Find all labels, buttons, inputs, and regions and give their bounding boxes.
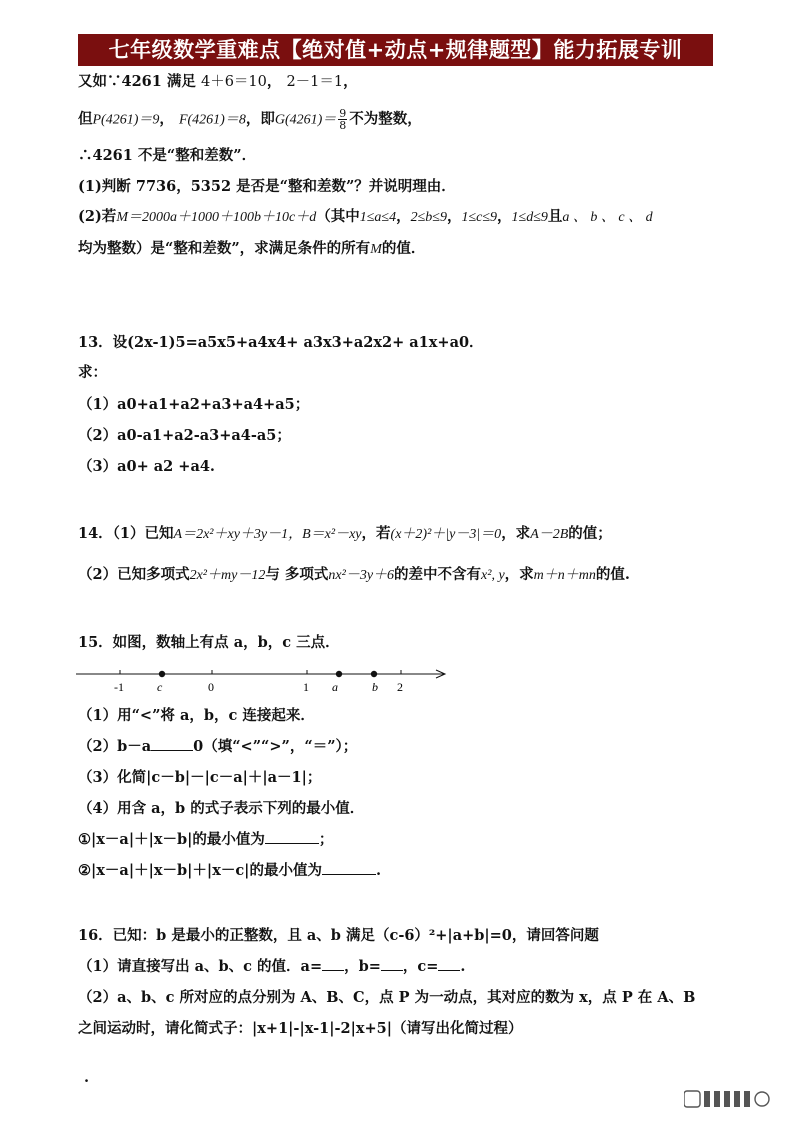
p12-question1: (1)判断 7736，5352 是否是“整和差数”？并说明理由． <box>78 178 456 195</box>
p16-item2-line2: 之间运动时，请化简式子：|x+1|-|x-1|-2|x+5|（请写出化简过程） <box>78 1020 523 1037</box>
p16-title: 16．已知：b 是最小的正整数，且 a、b 满足（c-6）²+|a+b|=0，请回答问题 <box>78 927 599 944</box>
p15-title: 15．如图，数轴上有点 a，b，c 三点． <box>78 634 340 651</box>
p15-sub1: ①|x－a|＋|x－b|的最小值为 ； <box>78 831 334 848</box>
answer-blank-b[interactable] <box>381 958 403 971</box>
point-label-c: c <box>157 680 163 694</box>
tick-label-minus-1: -1 <box>114 680 124 694</box>
answer-blank[interactable] <box>322 862 376 875</box>
p16-item1: （1）请直接写出 a、b、c 的值．a= ，b= ，c= . <box>78 958 466 975</box>
p15-sub2: ②|x－a|＋|x－b|＋|x－c|的最小值为 . <box>78 862 382 879</box>
answer-blank[interactable] <box>265 831 319 844</box>
point-c <box>159 671 165 677</box>
p12-question2: (2)若M＝2000a＋1000＋100b＋10c＋d（其中1≤a≤4，2≤b≤9，1≤c≤9，1≤d≤9且a 、 b 、 c 、 d <box>78 208 653 225</box>
point-label-b: b <box>372 680 378 694</box>
p14-question1: 14．（1）已知A＝2x²＋xy＋3y－1，B＝x²－xy，若(x＋2)²＋|y－3|＝0，求A－2B的值； <box>78 525 612 542</box>
answer-blank[interactable] <box>151 738 193 751</box>
p13-item1: （1）a0+a1+a2+a3+a4+a5； <box>78 396 310 413</box>
p12-question2-line2: 均为整数）是“整和差数”，求满足条件的所有M的值． <box>78 240 426 257</box>
watermark-icon <box>684 1088 774 1110</box>
p15-item2: （2）b－a 0（填“<”“>”，“＝”）； <box>78 738 358 755</box>
p13-item2: （2）a0-a1+a2-a3+a4-a5； <box>78 427 291 444</box>
p16-item2-line1: （2）a、b、c 所对应的点分别为 A、B、C，点 P 为一动点，其对应的数为 x，点 P 在 A、B <box>78 989 696 1006</box>
p13-ask: 求： <box>78 364 107 381</box>
footer-dot: · <box>84 1073 90 1090</box>
p14-question2: （2）已知多项式2x²＋my－12与 多项式nx²－3y＋6的差中不含有x², y，求m＋n＋mn的值. <box>78 566 630 583</box>
fraction-9-8: $\frac{9}{8}$ <box>339 107 347 132</box>
p13-item3: （3）a0+ a2 +a4. <box>78 458 215 475</box>
answer-blank-c[interactable] <box>438 958 460 971</box>
tick-label-0: 0 <box>208 680 214 694</box>
point-a <box>336 671 342 677</box>
point-label-a: a <box>332 680 338 694</box>
p15-item4: （4）用含 a，b 的式子表示下列的最小值． <box>78 800 365 817</box>
point-b <box>371 671 377 677</box>
p15-item3: （3）化简|c－b|－|c－a|＋|a－1|； <box>78 769 322 786</box>
p12-line3: ∴4261 不是“整和差数”． <box>78 147 257 164</box>
p13-title: 13．设(2x-1)5=a5x5+a4x4+ a3x3+a2x2+ a1x+a0． <box>78 334 484 351</box>
p12-line2: 但P(4261)＝9， F(4261)＝8，即G(4261)＝ $\frac{9}{8}$ 不为整数， <box>78 107 422 132</box>
p12-line1: 又如∵4261 满足 4＋6＝10， 2－1＝1， <box>78 73 358 90</box>
tick-label-2: 2 <box>397 680 403 694</box>
tick-label-1: 1 <box>303 680 309 694</box>
p15-item1: （1）用“<”将 a，b，c 连接起来． <box>78 707 315 724</box>
number-line <box>74 660 454 696</box>
answer-blank-a[interactable] <box>322 958 344 971</box>
page-banner: 七年级数学重难点【绝对值+动点+规律题型】能力拓展专训 <box>78 34 713 66</box>
